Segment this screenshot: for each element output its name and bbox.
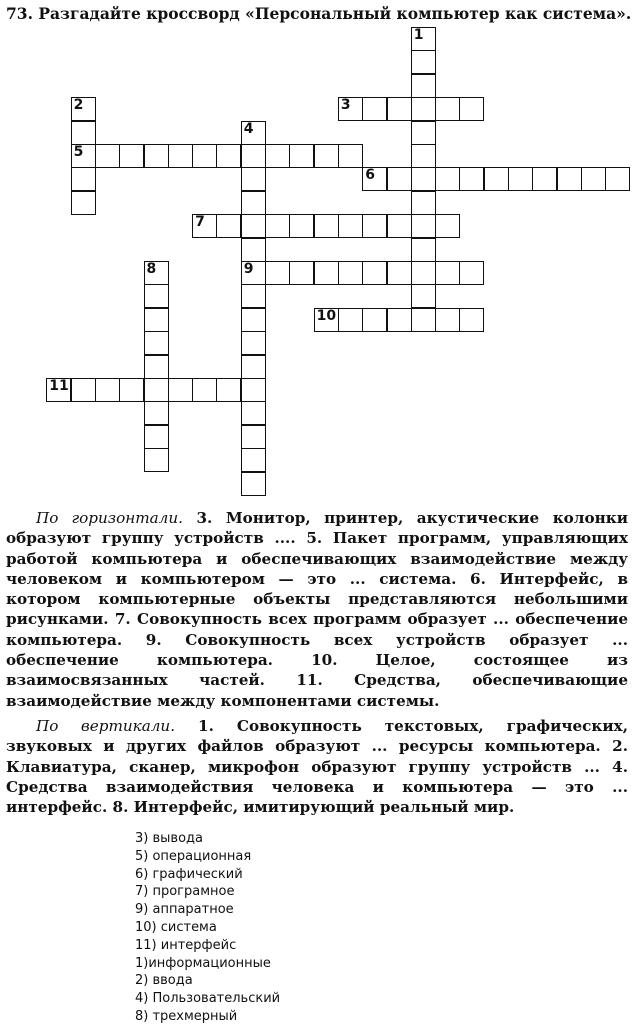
crossword-cell[interactable] [605,167,630,191]
clue-number: 10 [316,307,337,324]
crossword-cell[interactable] [71,97,96,121]
clue-number: 8 [146,261,157,277]
crossword-cell[interactable] [459,308,484,332]
crossword-cell[interactable] [411,167,436,191]
crossword-cell[interactable] [338,214,363,238]
crossword-grid [0,0,636,505]
crossword-cell[interactable] [387,261,412,285]
crossword-cell[interactable] [289,214,314,238]
crossword-cell[interactable] [314,308,339,332]
crossword-cell[interactable] [265,144,290,168]
crossword-cell[interactable] [435,308,460,332]
crossword-cell[interactable] [338,97,363,121]
crossword-cell[interactable] [241,425,266,449]
crossword-cell[interactable] [192,144,217,168]
clue-number: 7 [195,214,205,231]
crossword-cell[interactable] [144,378,169,402]
crossword-cell[interactable] [314,261,339,285]
down-heading: По вертикали. [36,717,176,735]
across-clue-text: 3. Монитор, принтер, акустические колонки образуют группу устройств .... 5. Пакет программ, управляющих работой компьютера и обеспечивающих взаимодействие между человеком и компьютером — это ... система. 6. Интерфейс, в котором компьютерные объекты представляются небольшими рисунками. 7. Совокупность всех программ образует ... обеспечение компьютера. 9. Совокупность всех устройств образует ... обеспечение компьютера. 10. Целое, состоящее из взаимосвязанных частей. 11. Средства, обеспечивающие взаимодействие между компонентами системы. [6,509,628,710]
crossword-cell[interactable] [338,144,363,168]
crossword-cell[interactable] [411,284,436,308]
crossword-cell[interactable] [411,191,436,215]
answer-item: 6) графический [135,866,243,882]
crossword-cell[interactable] [459,97,484,121]
crossword-cell[interactable] [362,261,387,285]
down-clues [6,716,628,817]
crossword-cell[interactable] [95,378,120,402]
answer-item: 10) система [135,919,217,935]
crossword-cell[interactable] [459,261,484,285]
exercise-title: 73. Разгадайте кроссворд «Персональный компьютер как система». [6,4,632,23]
crossword-cell[interactable] [411,27,436,51]
crossword-cell[interactable] [435,261,460,285]
crossword-cell[interactable] [459,167,484,191]
answer-item: 2) ввода [135,973,193,989]
crossword-cell[interactable] [557,167,582,191]
crossword-cell[interactable] [216,378,241,402]
crossword-cell[interactable] [119,378,144,402]
crossword-cell[interactable] [119,144,144,168]
clue-number: 5 [73,144,84,160]
crossword-cell[interactable] [241,238,266,262]
crossword-cell[interactable] [411,144,436,168]
crossword-cell[interactable] [192,214,217,238]
crossword-cell[interactable] [71,191,96,215]
crossword-cell[interactable] [46,378,71,402]
crossword-cell[interactable] [144,144,169,168]
crossword-cell[interactable] [241,448,266,472]
crossword-cell[interactable] [387,167,412,191]
crossword-cell[interactable] [265,214,290,238]
answer-item: 4) Пользовательский [135,991,281,1007]
crossword-cell[interactable] [411,97,436,121]
crossword-cell[interactable] [95,144,120,168]
crossword-cell[interactable] [314,144,339,168]
crossword-cell[interactable] [168,378,193,402]
crossword-cell[interactable] [144,355,169,379]
crossword-cell[interactable] [362,167,387,191]
crossword-cell[interactable] [144,261,169,285]
clue-number: 9 [243,261,254,277]
crossword-cell[interactable] [241,144,266,168]
crossword-cell[interactable] [216,144,241,168]
crossword-cell[interactable] [241,308,266,332]
crossword-cell[interactable] [144,448,169,472]
crossword-cell[interactable] [144,331,169,355]
crossword-cell[interactable] [241,401,266,425]
clue-number: 1 [413,27,424,43]
crossword-cell[interactable] [241,191,266,215]
crossword-cell[interactable] [192,378,217,402]
across-clues [6,508,628,711]
crossword-cell[interactable] [241,214,266,238]
crossword-cell[interactable] [216,214,241,238]
crossword-cell[interactable] [168,144,193,168]
crossword-cell[interactable] [484,167,509,191]
crossword-cell[interactable] [508,167,533,191]
clue-number: 3 [340,97,351,114]
answer-item: 3) вывода [135,831,203,846]
crossword-cell[interactable] [362,97,387,121]
crossword-cell[interactable] [338,308,363,332]
crossword-cell[interactable] [144,284,169,308]
crossword-cell[interactable] [435,167,460,191]
crossword-cell[interactable] [71,378,96,402]
crossword-cell[interactable] [411,261,436,285]
clue-number: 11 [49,378,69,394]
crossword-cell[interactable] [144,425,169,449]
crossword-cell[interactable] [387,97,412,121]
answer-item: 7) програмное [135,884,235,900]
crossword-cell[interactable] [144,401,169,425]
clue-number: 4 [243,120,254,137]
crossword-cell[interactable] [71,121,96,145]
crossword-cell[interactable] [241,261,266,285]
crossword-cell[interactable] [387,214,412,238]
crossword-cell[interactable] [362,308,387,332]
crossword-cell[interactable] [581,167,606,191]
crossword-cell[interactable] [435,97,460,121]
crossword-cell[interactable] [241,331,266,355]
clue-number: 2 [73,97,84,114]
crossword-cell[interactable] [241,355,266,379]
crossword-cell[interactable] [435,214,460,238]
across-heading: По горизонтали. [36,509,183,527]
crossword-cell[interactable] [265,261,290,285]
crossword-cell[interactable] [241,121,266,145]
crossword-cell[interactable] [241,472,266,496]
answer-item: 9) аппаратное [135,902,234,918]
crossword-cell[interactable] [411,121,436,145]
crossword-cell[interactable] [241,378,266,402]
answer-item: 11) интерфейс [135,937,237,953]
crossword-cell[interactable] [338,261,363,285]
crossword-cell[interactable] [411,74,436,98]
crossword-cell[interactable] [71,167,96,191]
answer-list [135,830,280,1026]
crossword-cell[interactable] [314,214,339,238]
clue-number: 6 [365,167,375,184]
crossword-cell[interactable] [241,284,266,308]
answer-item: 1)информационные [135,955,271,971]
crossword-cell[interactable] [289,144,314,168]
crossword-cell[interactable] [411,308,436,332]
crossword-cell[interactable] [71,144,96,168]
answer-item: 8) трехмерный [135,1008,238,1024]
down-clue-text: 1. Совокупность текстовых, графических, звуковых и других файлов образуют ... ресурсы компьютера. 2. Клавиатура, сканер, микрофон образуют группу устройств ... 4. Средства взаимодействия человека и компьютера — это ... интерфейс. 8. Интерфейс, имитирующий реальный мир. [6,717,628,817]
crossword-cell[interactable] [411,214,436,238]
crossword-cell[interactable] [532,167,557,191]
crossword-cell[interactable] [411,50,436,74]
answer-item: 5) операционная [135,848,252,864]
crossword-cell[interactable] [387,308,412,332]
crossword-cell[interactable] [241,167,266,191]
crossword-cell[interactable] [144,308,169,332]
crossword-cell[interactable] [289,261,314,285]
crossword-cell[interactable] [411,238,436,262]
crossword-cell[interactable] [362,214,387,238]
